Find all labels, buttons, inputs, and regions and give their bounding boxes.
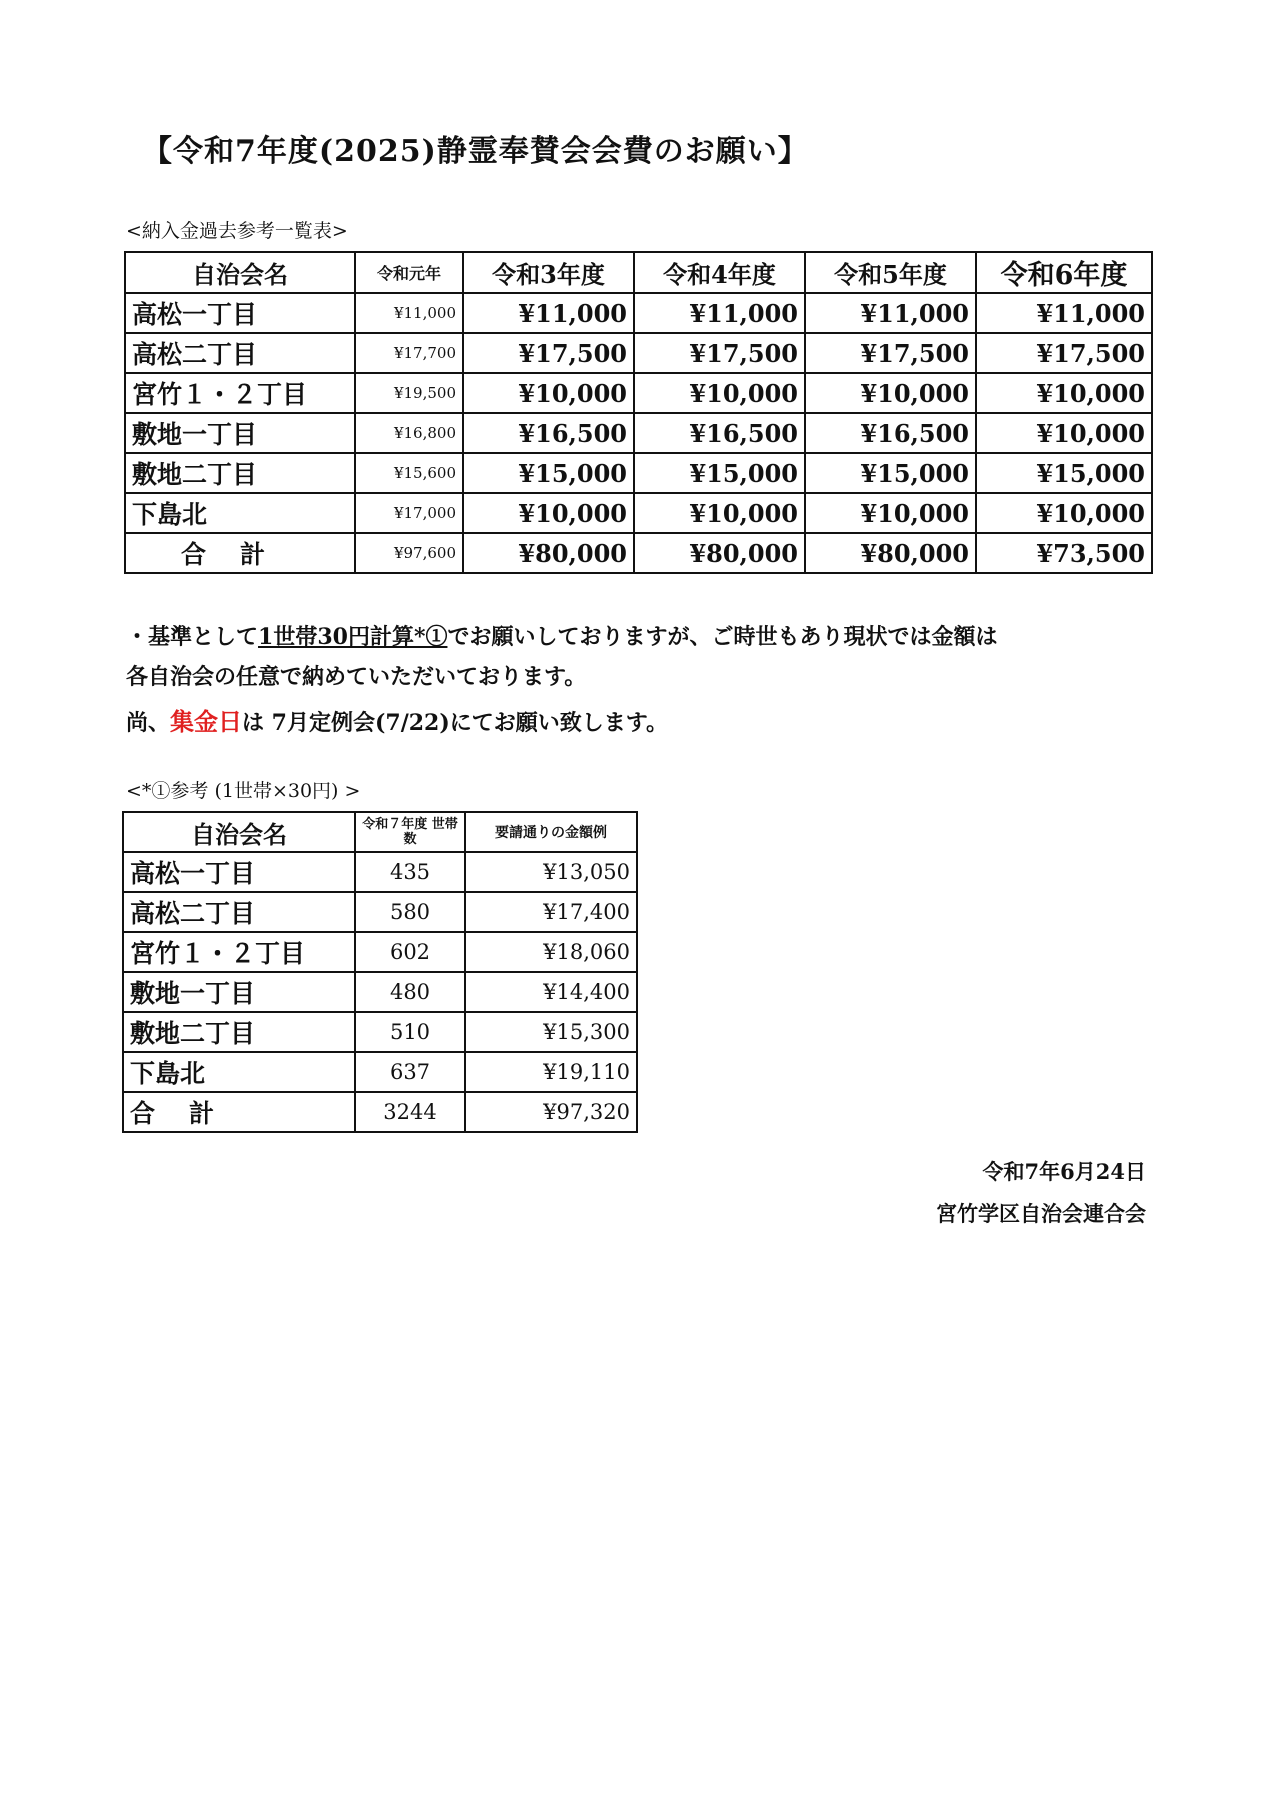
amount-cell: ¥11,000 [634, 293, 805, 333]
amount-cell: ¥10,000 [634, 373, 805, 413]
amount-cell: ¥15,000 [463, 453, 634, 493]
association-name: 下島北 [125, 493, 355, 533]
amount-cell: ¥11,000 [463, 293, 634, 333]
header-association-name: 自治会名 [125, 252, 355, 293]
amount-cell: ¥17,500 [805, 333, 976, 373]
amount-cell: ¥17,700 [355, 333, 463, 373]
reference-calculation-table [122, 811, 638, 1133]
household-count: 602 [355, 932, 465, 972]
association-name: 高松二丁目 [123, 892, 355, 932]
header-requested-amount: 要請通りの金額例 [465, 812, 637, 852]
note-underlined-text: 1世帯30円計算*① [258, 624, 448, 650]
amount-cell: ¥15,300 [465, 1012, 637, 1052]
table-row [123, 1012, 637, 1052]
amount-cell: ¥13,050 [465, 852, 637, 892]
header-reiwa-6: 令和6年度 [976, 252, 1152, 293]
amount-cell: ¥15,000 [634, 453, 805, 493]
household-count: 435 [355, 852, 465, 892]
amount-cell: ¥11,000 [976, 293, 1152, 333]
table-row [123, 852, 637, 892]
table2-caption: <*①参考 (1世帯×30円) > [126, 780, 361, 802]
amount-cell: ¥10,000 [463, 493, 634, 533]
amount-cell: ¥10,000 [463, 373, 634, 413]
association-name: 高松一丁目 [123, 852, 355, 892]
amount-cell: ¥16,500 [634, 413, 805, 453]
association-name: 敷地二丁目 [125, 453, 355, 493]
amount-cell: ¥17,500 [634, 333, 805, 373]
header-reiwa-3: 令和3年度 [463, 252, 634, 293]
total-amount: ¥80,000 [805, 533, 976, 573]
table-row [125, 413, 1152, 453]
table-row [125, 453, 1152, 493]
note-text: でお願いしておりますが、ご時世もあり現状では金額は [447, 624, 998, 650]
amount-cell: ¥16,500 [805, 413, 976, 453]
amount-cell: ¥16,800 [355, 413, 463, 453]
table1-caption: <納入金過去参考一覧表> [126, 220, 348, 242]
header-association-name: 自治会名 [123, 812, 355, 852]
amount-cell: ¥17,500 [976, 333, 1152, 373]
note-text: ・基準として [126, 624, 259, 650]
table-header-row [125, 252, 1152, 293]
table-row [123, 1052, 637, 1092]
amount-cell: ¥15,600 [355, 453, 463, 493]
amount-cell: ¥11,000 [805, 293, 976, 333]
amount-cell: ¥10,000 [805, 373, 976, 413]
table-row [125, 333, 1152, 373]
association-name: 宮竹１・２丁目 [125, 373, 355, 413]
note-line-1 [126, 620, 997, 651]
table-row [125, 373, 1152, 413]
total-row [123, 1092, 637, 1132]
association-name: 高松一丁目 [125, 293, 355, 333]
amount-cell: ¥17,000 [355, 493, 463, 533]
note-line-3 [126, 702, 668, 737]
amount-cell: ¥10,000 [976, 493, 1152, 533]
association-name: 敷地二丁目 [123, 1012, 355, 1052]
header-reiwa-5: 令和5年度 [805, 252, 976, 293]
header-household-count: 令和７年度 世帯数 [355, 812, 465, 852]
note-text: は 7月定例会(7/22)にてお願い致します。 [242, 710, 668, 736]
household-count: 510 [355, 1012, 465, 1052]
association-name: 下島北 [123, 1052, 355, 1092]
amount-cell: ¥14,400 [465, 972, 637, 1012]
total-row [125, 533, 1152, 573]
amount-cell: ¥10,000 [976, 413, 1152, 453]
table-row [123, 932, 637, 972]
total-amount: ¥80,000 [634, 533, 805, 573]
table-row [123, 892, 637, 932]
payment-history-table [124, 251, 1153, 574]
total-label: 合計 [123, 1092, 355, 1132]
association-name: 敷地一丁目 [123, 972, 355, 1012]
association-name: 宮竹１・２丁目 [123, 932, 355, 972]
issuing-organization: 宮竹学区自治会連合会 [936, 1201, 1146, 1226]
amount-cell: ¥10,000 [634, 493, 805, 533]
amount-cell: ¥17,400 [465, 892, 637, 932]
note-line-2: 各自治会の任意で納めていただいております。 [126, 664, 587, 690]
amount-cell: ¥17,500 [463, 333, 634, 373]
collection-day-highlight: 集金日 [170, 707, 243, 736]
association-name: 敷地一丁目 [125, 413, 355, 453]
table-row [125, 293, 1152, 333]
document-date: 令和7年6月24日 [982, 1159, 1146, 1184]
amount-cell: ¥16,500 [463, 413, 634, 453]
table-row [125, 493, 1152, 533]
header-reiwa-1: 令和元年 [355, 252, 463, 293]
page-title: 【令和7年度(2025)静霊奉賛会会費のお願い】 [142, 134, 809, 169]
total-amount: ¥97,600 [355, 533, 463, 573]
amount-cell: ¥19,500 [355, 373, 463, 413]
household-count: 480 [355, 972, 465, 1012]
total-amount: ¥97,320 [465, 1092, 637, 1132]
total-amount: ¥80,000 [463, 533, 634, 573]
amount-cell: ¥15,000 [976, 453, 1152, 493]
total-amount: ¥73,500 [976, 533, 1152, 573]
total-household-count: 3244 [355, 1092, 465, 1132]
note-text: 尚、 [126, 710, 171, 736]
household-count: 637 [355, 1052, 465, 1092]
amount-cell: ¥15,000 [805, 453, 976, 493]
amount-cell: ¥10,000 [976, 373, 1152, 413]
association-name: 高松二丁目 [125, 333, 355, 373]
amount-cell: ¥10,000 [805, 493, 976, 533]
table-row [123, 972, 637, 1012]
total-label: 合計 [125, 533, 355, 573]
amount-cell: ¥11,000 [355, 293, 463, 333]
amount-cell: ¥19,110 [465, 1052, 637, 1092]
amount-cell: ¥18,060 [465, 932, 637, 972]
table-header-row [123, 812, 637, 852]
header-reiwa-4: 令和4年度 [634, 252, 805, 293]
household-count: 580 [355, 892, 465, 932]
